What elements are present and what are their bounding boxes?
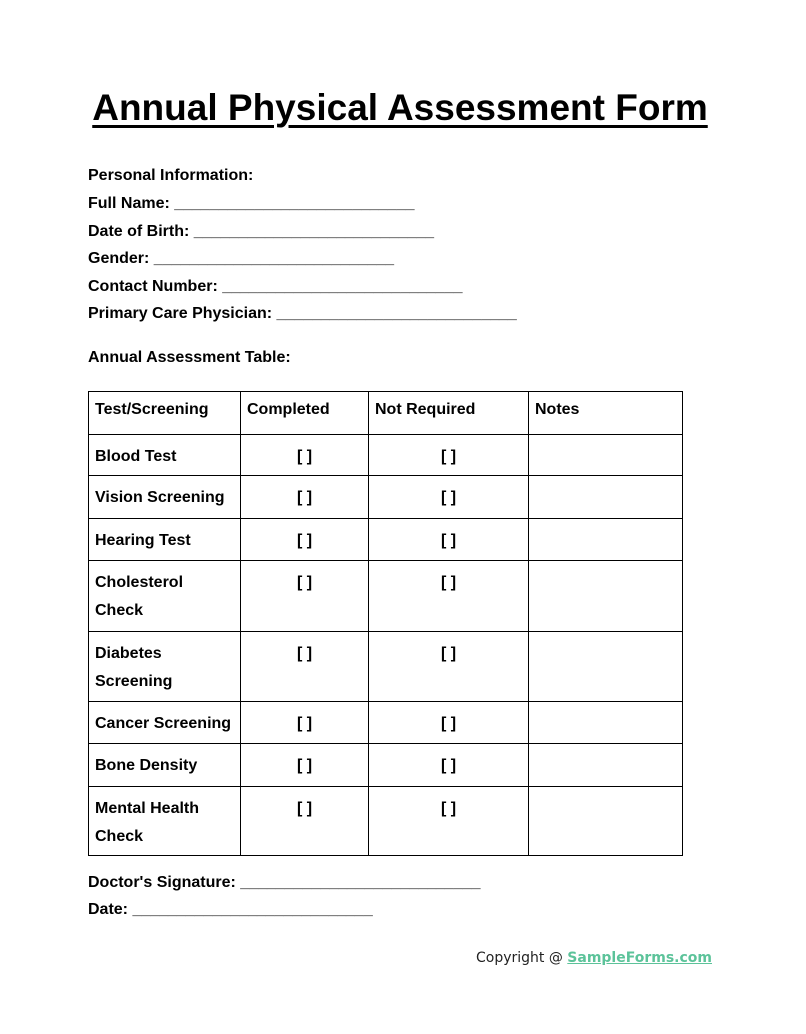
table-row [89,702,683,744]
notes-cell[interactable] [529,561,683,632]
completed-checkbox[interactable]: [ ] [241,787,369,856]
assessment-table [88,391,683,856]
test-name: Diabetes Screening [89,632,241,702]
not-required-checkbox[interactable]: [ ] [369,435,529,476]
completed-checkbox[interactable]: [ ] [241,561,369,632]
test-name: Hearing Test [89,519,241,561]
test-name: Cholesterol Check [89,561,241,632]
full-name-field[interactable]: Full Name: ___________________________ [88,195,415,212]
not-required-checkbox[interactable]: [ ] [369,561,529,632]
completed-checkbox[interactable]: [ ] [241,476,369,519]
header-test-screening: Test/Screening [89,392,241,435]
date-of-birth-field[interactable]: Date of Birth: ___________________________ [88,223,435,240]
not-required-checkbox[interactable]: [ ] [369,744,529,787]
header-completed: Completed [241,392,369,435]
personal-info-heading: Personal Information: [88,167,254,184]
assessment-table-heading: Annual Assessment Table: [88,349,291,366]
not-required-checkbox[interactable]: [ ] [369,787,529,856]
notes-cell[interactable] [529,435,683,476]
gender-field[interactable]: Gender: ___________________________ [88,250,395,267]
test-name: Vision Screening [89,476,241,519]
completed-checkbox[interactable]: [ ] [241,435,369,476]
header-notes: Notes [529,392,683,435]
notes-cell[interactable] [529,787,683,856]
date-field[interactable]: Date: ___________________________ [88,901,373,918]
test-name: Mental Health Check [89,787,241,856]
notes-cell[interactable] [529,632,683,702]
test-name: Blood Test [89,435,241,476]
copyright-text: Copyright @ [475,950,568,966]
table-row [89,787,683,856]
completed-checkbox[interactable]: [ ] [241,702,369,744]
notes-cell[interactable] [529,476,683,519]
doctor-signature-field[interactable]: Doctor's Signature: ___________________________ [88,874,481,891]
table-row [89,744,683,787]
not-required-checkbox[interactable]: [ ] [369,632,529,702]
not-required-checkbox[interactable]: [ ] [369,519,529,561]
form-title: Annual Physical Assessment Form [92,87,708,128]
table-row [89,435,683,476]
header-not-required: Not Required [369,392,529,435]
copyright-footer [476,948,712,968]
notes-cell[interactable] [529,702,683,744]
completed-checkbox[interactable]: [ ] [241,632,369,702]
table-row [89,476,683,519]
primary-care-physician-field[interactable]: Primary Care Physician: ___________________________ [88,305,517,322]
sampleforms-link[interactable]: SampleForms.com [567,950,712,966]
test-name: Cancer Screening [89,702,241,744]
not-required-checkbox[interactable]: [ ] [369,702,529,744]
table-header-row [89,392,683,435]
notes-cell[interactable] [529,519,683,561]
table-row [89,561,683,632]
test-name: Bone Density [89,744,241,787]
completed-checkbox[interactable]: [ ] [241,744,369,787]
contact-number-field[interactable]: Contact Number: ___________________________ [88,278,463,295]
completed-checkbox[interactable]: [ ] [241,519,369,561]
notes-cell[interactable] [529,744,683,787]
table-row [89,519,683,561]
table-row [89,632,683,702]
not-required-checkbox[interactable]: [ ] [369,476,529,519]
